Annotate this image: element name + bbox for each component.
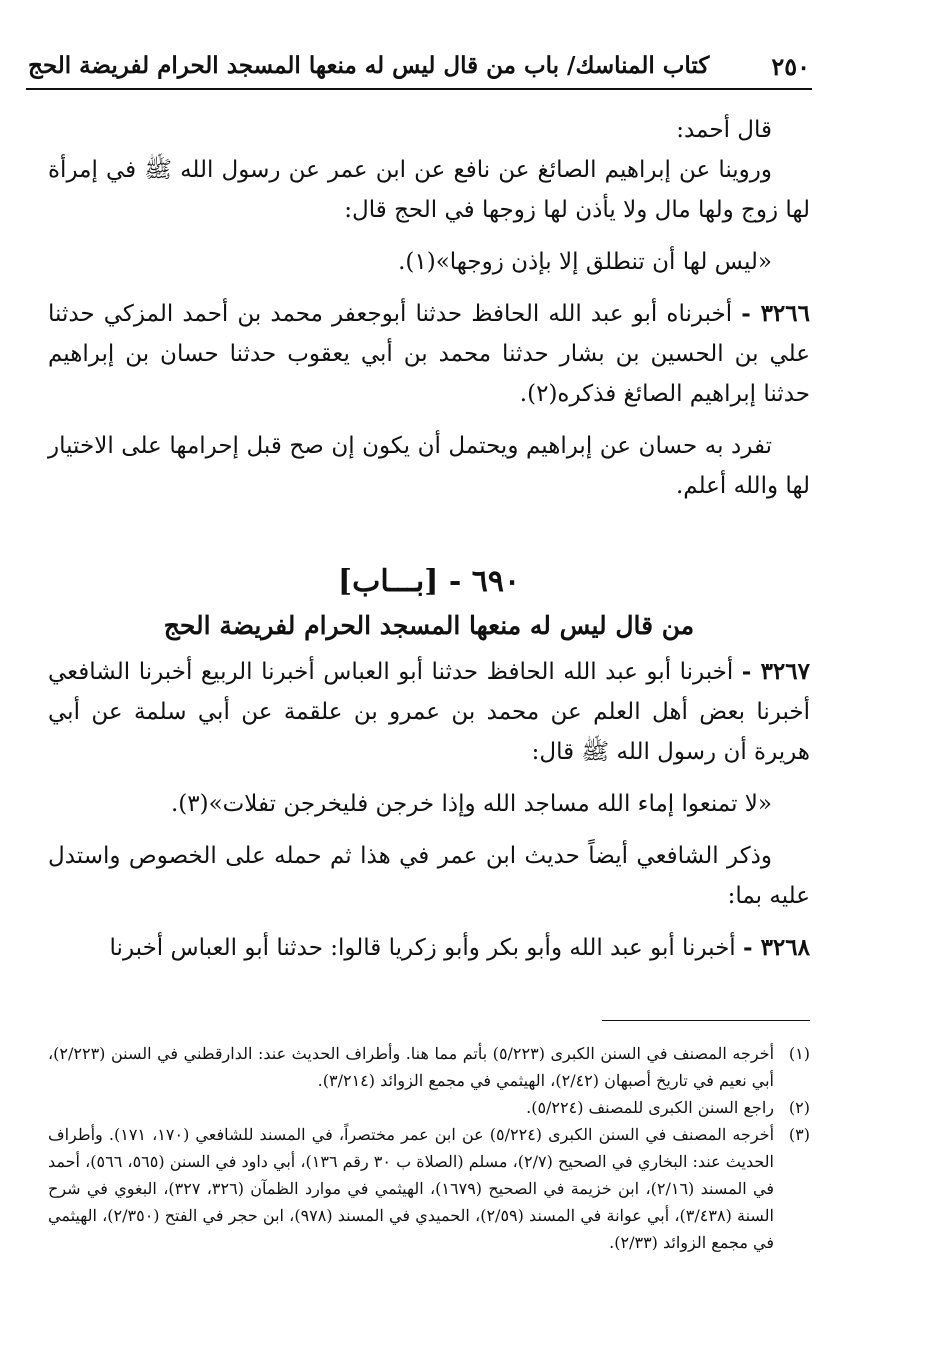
footnote-3 [48,1121,810,1256]
hadith-quote-1: «ليس لها أن تنطلق إلا بإذن زوجها»(١). [398,249,772,275]
header-rule [26,88,812,90]
main-text [48,110,810,968]
chapter-title: ٦٩٠ - [بـــاب] [337,564,521,599]
paragraph-comment: تفرد به حسان عن إبراهيم ويحتمل أن يكون إن صح قبل إحرامها على الاختيار لها والله أعلم. [48,433,810,499]
hadith-quote-2: «لا تمنعوا إماء الله مساجد الله وإذا خرجن فليخرجن تفلات»(٣). [170,791,772,817]
hadith-number: ٣٢٦٧ - [741,658,810,685]
footnote-2 [48,1094,810,1121]
footnote-marker: (١) [788,1044,810,1063]
spacer [48,506,810,558]
spacer [48,230,810,242]
paragraph-qala-ahmad: قال أحمد: [676,117,772,143]
page-header [26,50,812,90]
paragraph-narration: وروينا عن إبراهيم الصائغ عن نافع عن ابن عمر عن رسول الله ﷺ في إمرأة لها زوج ولها مال ولا يأذن لها زوجها في الحج قال: [48,157,810,223]
footnote-1 [48,1040,810,1094]
hadith-number: ٣٢٦٦ - [741,300,810,327]
footnote-separator [602,1020,810,1021]
spacer [48,916,810,928]
spacer [48,282,810,294]
page-number: ٢٥٠ [771,52,810,81]
hadith-text: أخبرنا أبو عبد الله الحافظ حدثنا أبو العباس أخبرنا الربيع أخبرنا الشافعي أخبرنا بعض أهل العلم عن محمد بن عمرو بن علقمة عن أبي سلمة عن أبي هريرة أن رسول الله ﷺ قال: [48,659,810,765]
hadith-text: أخبرناه أبو عبد الله الحافظ حدثنا أبوجعفر محمد بن أحمد المزكي حدثنا علي بن الحسين بن بشار حدثنا محمد بن أبي يعقوب حدثنا حسان بن إبراهيم حدثنا إبراهيم الصائغ فذكره(٢). [48,301,810,407]
hadith-3266 [48,294,810,414]
footnote-text: أخرجه المصنف في السنن الكبرى (٥/٢٢٣) بأتم مما هنا. وأطراف الحديث عند: الدارقطني في السنن (٢/٢٢٣)، أبي نعيم في تاريخ أصبهان (٢/٤٢)، الهيثمي في مجمع الزوائد (٣/٢١٤). [48,1044,775,1090]
chapter-subtitle: من قال ليس له منعها المسجد الحرام لفريضة الحج [163,611,695,640]
running-title: كتاب المناسك/ باب من قال ليس له منعها المسجد الحرام لفريضة الحج [28,52,710,79]
hadith-text: أخبرنا أبو عبد الله وأبو بكر وأبو زكريا قالوا: حدثنا أبو العباس أخبرنا [109,935,736,961]
footnote-marker: (٣) [788,1125,810,1144]
spacer [48,414,810,426]
hadith-number: ٣٢٦٨ - [743,934,810,961]
footnote-marker: (٢) [788,1098,810,1117]
hadith-3268 [48,928,810,968]
footnotes [48,1040,810,1256]
spacer [48,824,810,836]
footnote-text: راجع السنن الكبرى للمصنف (٥/٢٢٤). [526,1098,774,1117]
paragraph-shafii: وذكر الشافعي أيضاً حديث ابن عمر في هذا ثم حمله على الخصوص واستدل عليه بما: [48,843,810,909]
spacer [48,772,810,784]
hadith-3267 [48,652,810,772]
footnote-text: أخرجه المصنف في السنن الكبرى (٥/٢٢٤) عن ابن عمر مختصراً، في المسند للشافعي (١٧٠، ١٧١). وأطراف الحديث عند: البخاري في الصحيح (٢/٧)، مسلم (الصلاة ب ٣٠ رقم ١٣٦)، أبي داود في السنن (٥٦٥، ٥٦٦)، أحمد في المسند (٢/١٦)، ابن خزيمة في الصحيح (١٦٧٩)، الهيثمي في موارد الظمآن (٣٢٦، ٣٢٧)، البغوي في شرح السنة (٣/٤٣٨)، أبي عوانة في المسند (٢/٥٩)، الحميدي في المسند (٩٧٨)، ابن حجر في الفتح (٢/٣٥٠)، الهيثمي في مجمع الزوائد (٢/٣٣). [48,1125,775,1252]
